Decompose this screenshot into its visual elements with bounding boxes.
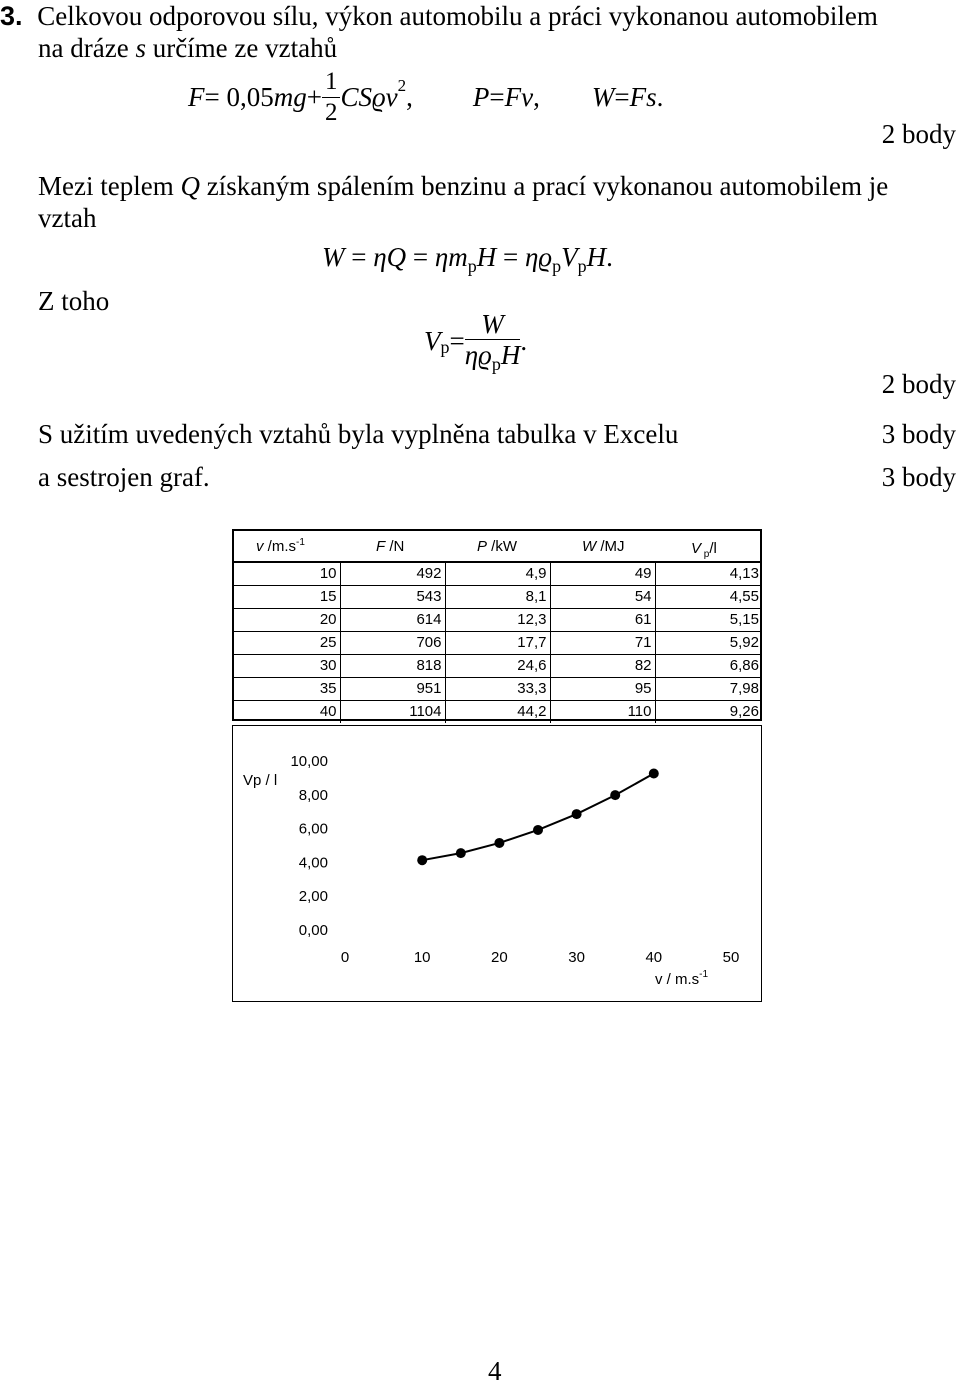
x-axis-label-sup: -1: [699, 969, 709, 980]
eq2-etarho: ηϱ: [525, 242, 553, 272]
eq1-dot: .: [656, 81, 664, 112]
cell-W: 82: [550, 655, 655, 678]
cell-Vp: 9,26: [729, 703, 759, 721]
eq3-V: V: [424, 325, 441, 356]
eq1-eq: = 0,05: [204, 81, 274, 112]
eq1-frac-den: 2: [324, 98, 338, 126]
cell-P: 17,7: [445, 632, 550, 655]
paragraph-2-line2: vztah: [38, 203, 97, 233]
header-F: F /N: [376, 537, 405, 555]
x-tick-label: 50: [722, 949, 740, 966]
header-v: v $/m.s^{-1}$: [256, 537, 305, 555]
table-row: [232, 632, 762, 655]
eq1-comma2: ,: [533, 81, 540, 112]
cell-P: 24,6: [445, 655, 550, 678]
table-row: [232, 609, 762, 632]
score-3: 3 body: [881, 419, 956, 449]
eq2-etaQ: ηQ: [373, 242, 407, 272]
cell-F: 818: [340, 655, 445, 678]
chart-svg: [233, 726, 761, 1001]
eq3-num: W: [465, 309, 521, 340]
problem-header: [0, 0, 878, 32]
x-tick-label: 0: [340, 949, 350, 966]
y-tick-label: 4,00: [298, 854, 328, 872]
cell-Vp: 6,86: [655, 655, 762, 678]
y-tick-label: 8,00: [298, 786, 328, 804]
table-row: [232, 586, 762, 609]
eq2-eq2: =: [406, 242, 435, 272]
cell-v: 10: [232, 563, 340, 586]
cell-P: 33,3: [445, 678, 550, 701]
y-tick-label: 10,00: [290, 753, 328, 770]
data-point: [610, 790, 620, 800]
x-tick-labels: [341, 949, 740, 966]
eq1-W-eq: =: [614, 81, 630, 112]
cell-F: 614: [340, 609, 445, 632]
table-row: [232, 701, 762, 724]
data-point: [649, 769, 659, 779]
eq2-V: V: [561, 242, 578, 272]
page-number: 4: [488, 1356, 502, 1386]
eq3-sub: p: [440, 336, 450, 357]
para2-var: Q: [180, 171, 200, 201]
cell-W: 49: [550, 563, 655, 586]
cell-v: 30: [232, 655, 340, 678]
cell-W: 71: [550, 632, 655, 655]
paragraph-2: [38, 170, 888, 202]
eq1-P-eq: =: [489, 81, 505, 112]
header-W: W /MJ: [582, 537, 625, 555]
line2-post: určíme ze vztahů: [145, 33, 338, 63]
eq1-plus: +: [306, 81, 322, 112]
cell-W: 54: [550, 586, 655, 609]
eq3-dot: .: [520, 325, 528, 356]
eq2-eq1: =: [344, 242, 374, 272]
cell-F: 1104: [340, 701, 445, 724]
eq2-sub2: p: [552, 256, 562, 276]
cell-W: 110: [550, 701, 655, 724]
table-row: [232, 655, 762, 678]
x-axis-label: [655, 969, 709, 988]
x-tick-label: 20: [491, 949, 508, 966]
series-vp: [417, 769, 659, 866]
eq2-H2: H: [586, 242, 607, 272]
problem-line2: [38, 32, 337, 64]
eq2-W: W: [322, 242, 345, 272]
score-4: 3 body: [881, 462, 956, 492]
problem-line1: Celkovou odporovou sílu, výkon automobilu a práci vykonanou automobilem: [37, 1, 878, 31]
eq1-F: F: [188, 81, 205, 112]
problem-number: 3.: [0, 1, 23, 31]
cell-Vp: 4,55: [655, 586, 762, 609]
y-tick-label: 6,00: [298, 820, 328, 838]
cell-v: 35: [232, 678, 340, 701]
cell-Vp: 4,13: [655, 563, 762, 586]
eq1-frac-num: 1: [322, 67, 341, 98]
x-tick-label: 30: [568, 949, 585, 966]
x-axis-label-main: v / m.s: [655, 971, 700, 988]
cell-W: 61: [550, 609, 655, 632]
eq1-Fv: Fv: [504, 81, 534, 112]
eq3-den-H: H: [500, 340, 521, 370]
cell-F: 543: [340, 586, 445, 609]
equation-2: [322, 242, 613, 276]
eq1-Fs: Fs: [629, 81, 657, 112]
cell-P: 8,1: [445, 586, 550, 609]
eq2-sub1: p: [467, 256, 477, 276]
equation-3: [424, 306, 527, 376]
eq2-etam: ηm: [434, 242, 468, 272]
y-axis-label: Vp / l: [243, 772, 278, 789]
cell-P: 4,9: [445, 563, 550, 586]
data-table: [232, 529, 762, 723]
chart-box: [232, 725, 762, 1002]
eq1-fraction: [322, 67, 341, 128]
paragraph-4: a sestrojen graf.: [38, 462, 210, 492]
eq1-sup: 2: [397, 76, 407, 95]
cell-v: 40: [232, 701, 340, 724]
eq1-comma: ,: [406, 81, 413, 112]
data-point: [533, 825, 543, 835]
para2-post: získaným spálením benzinu a prací vykonanou automobilem je: [199, 171, 889, 201]
paragraph-3: S užitím uvedených vztahů byla vyplněna tabulka v Excelu: [38, 419, 679, 449]
score-1: 2 body: [881, 119, 956, 149]
data-point: [494, 838, 504, 848]
table-header-row: [232, 529, 762, 563]
cell-F: 951: [340, 678, 445, 701]
cell-P: 12,3: [445, 609, 550, 632]
eq1-P: P: [472, 81, 490, 112]
x-tick-label: 10: [413, 949, 431, 966]
cell-F: 706: [340, 632, 445, 655]
data-point: [417, 855, 427, 865]
header-P: P /kW: [477, 537, 518, 555]
para2-pre: Mezi teplem: [38, 171, 181, 201]
line2-pre: na dráze: [38, 33, 136, 63]
equation-1: [188, 62, 663, 132]
cell-W: 95: [550, 678, 655, 701]
eq1-mg: mg: [273, 81, 307, 112]
data-point: [456, 848, 466, 858]
y-tick-label: 2,00: [298, 888, 328, 906]
header-Vp: V $_p$/l: [691, 539, 717, 560]
eq2-sub3: p: [577, 256, 587, 276]
score-2: 2 body: [881, 369, 956, 399]
cell-Vp: 5,15: [655, 609, 762, 632]
line2-var: s: [135, 33, 146, 63]
eq3-den-etarho: ηϱ: [464, 340, 492, 370]
data-point: [572, 809, 582, 819]
cell-Vp: 7,98: [655, 678, 762, 701]
y-tick-label: 0,00: [298, 922, 328, 939]
table-row: [232, 678, 762, 701]
eq2-eq3: =: [496, 242, 526, 272]
cell-F: 492: [340, 563, 445, 586]
eq3-eq: =: [449, 325, 465, 356]
eq1-CS: CSϱv: [340, 81, 398, 112]
eq2-dot: .: [606, 242, 613, 272]
eq3-den-sub: p: [491, 354, 501, 374]
cell-Vp: 5,92: [655, 632, 762, 655]
table-row: [232, 563, 762, 586]
z-toho: Z toho: [38, 286, 110, 316]
eq2-H1: H: [476, 242, 497, 272]
cell-P: 44,2: [445, 701, 550, 724]
y-tick-labels: [290, 753, 328, 939]
x-tick-label: 40: [645, 949, 663, 966]
excel-table: [232, 529, 762, 723]
cell-v: 15: [232, 586, 340, 609]
series-line: [422, 774, 654, 861]
cell-v: 25: [232, 632, 340, 655]
eq3-fraction: [465, 309, 521, 373]
eq1-W: W: [591, 81, 615, 112]
cell-v: 20: [232, 609, 340, 632]
